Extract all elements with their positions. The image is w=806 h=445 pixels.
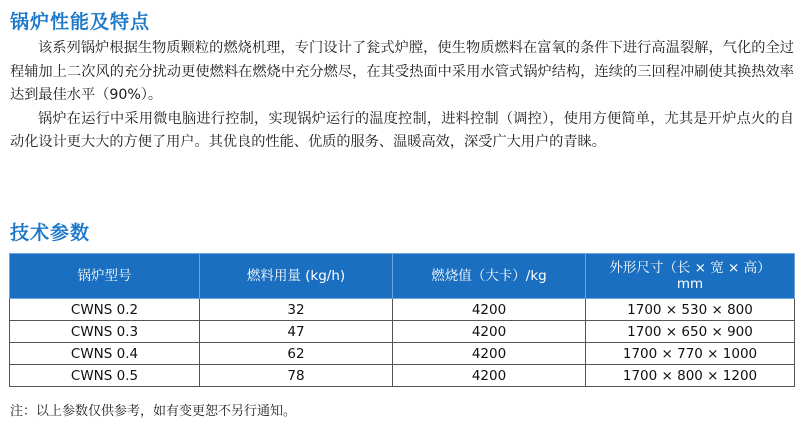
table-row (10, 365, 795, 387)
header-dimensions (586, 254, 795, 299)
section-title-specs: 技术参数 (10, 222, 91, 244)
cell-calorific-value: 4200 (393, 343, 586, 365)
cell-dimensions: 1700 × 800 × 1200 (586, 365, 795, 387)
table-header (10, 254, 795, 299)
header-dimensions-label: 外形尺寸（长 × 宽 × 高） (609, 260, 771, 276)
table-body (10, 299, 795, 387)
cell-calorific-value: 4200 (393, 365, 586, 387)
cell-dimensions: 1700 × 530 × 800 (586, 299, 795, 321)
cell-fuel-usage: 78 (200, 365, 393, 387)
specs-table (9, 253, 795, 387)
table-row (10, 321, 795, 343)
cell-model: CWNS 0.3 (10, 321, 200, 343)
table-header-row (10, 254, 795, 299)
cell-model: CWNS 0.5 (10, 365, 200, 387)
cell-dimensions: 1700 × 770 × 1000 (586, 343, 795, 365)
footnote: 注：以上参数仅供参考，如有变更恕不另行通知。 (10, 404, 297, 419)
description-paragraph: 该系列锅炉根据生物质颗粒的燃烧机理，专门设计了瓮式炉膛，使生物质燃料在富氧的条件下进行高温裂解，气化的全过程辅加上二次风的充分扰动更使燃料在燃烧中充分燃尽，在其受热面中采用水管式锅炉结构，连续的三回程冲刷使其换热效率达到最佳水平（90%）。 (10, 40, 794, 104)
cell-calorific-value: 4200 (393, 321, 586, 343)
section-title-features: 锅炉性能及特点 (10, 11, 151, 33)
header-model: 锅炉型号 (10, 254, 200, 299)
header-dimensions-unit: mm (676, 276, 704, 292)
cell-model: CWNS 0.4 (10, 343, 200, 365)
header-calorific-value: 燃烧值（大卡）/kg (393, 254, 586, 299)
table-row (10, 343, 795, 365)
table-row (10, 299, 795, 321)
cell-fuel-usage: 47 (200, 321, 393, 343)
header-fuel-usage: 燃料用量 (kg/h) (200, 254, 393, 299)
features-description (10, 37, 794, 155)
cell-dimensions: 1700 × 650 × 900 (586, 321, 795, 343)
cell-calorific-value: 4200 (393, 299, 586, 321)
cell-model: CWNS 0.2 (10, 299, 200, 321)
cell-fuel-usage: 32 (200, 299, 393, 321)
description-paragraph: 锅炉在运行中采用微电脑进行控制，实现锅炉运行的温度控制，进料控制（调控），使用方便简单，尤其是开炉点火的自动化设计更大大的方便了用户。其优良的性能、优质的服务、温暖高效，深受广大用户的青睐。 (10, 110, 794, 151)
cell-fuel-usage: 62 (200, 343, 393, 365)
